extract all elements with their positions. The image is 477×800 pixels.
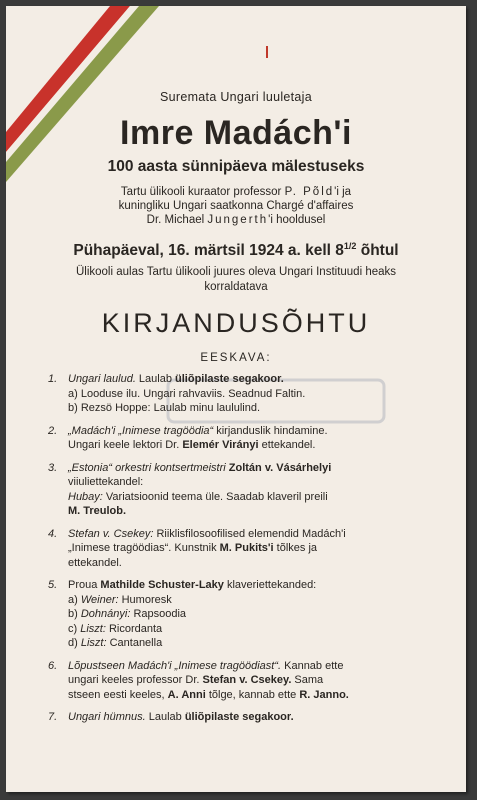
venue-text (6, 265, 466, 295)
item-text: klaveriettekanded: (223, 579, 317, 591)
item-text: ettekandel. (258, 439, 316, 451)
sub-letter: d) (68, 637, 81, 649)
item-text: Ungari keele lektori Dr. (68, 439, 183, 451)
pin-mark (266, 46, 268, 58)
item-text: Laulab (135, 373, 176, 385)
performer-name: Stefan v. Csekey. (202, 674, 292, 686)
performer-name: M. Treulob. (68, 505, 127, 517)
item-number: 2. (48, 424, 58, 437)
date-text: Pühapäeval, 16. märtsil 1924 a. kell 8 (73, 242, 344, 260)
performer-name: A. Anni (167, 688, 206, 701)
item-number: 7. (48, 711, 58, 723)
composer-name: Liszt: (80, 637, 107, 649)
item-text: viiuliettekandel: (68, 476, 144, 488)
event-title: KIRJANDUSÕHTU (101, 308, 371, 338)
piece-name: Rapsoodia (130, 608, 187, 620)
sub-letter: a) (68, 593, 81, 606)
item-number: 5. (48, 579, 58, 591)
patron-name: P. Põld (284, 186, 335, 198)
item-title: Ungari hümnus. (68, 711, 146, 723)
subtitle: Suremata Ungari luuletaja (159, 90, 313, 104)
composer-name: Liszt: (80, 622, 106, 635)
date-text: õhtul (356, 242, 399, 260)
performer-name: Elemér Virányi (182, 439, 259, 451)
patronage-text (6, 185, 466, 227)
sub-item (68, 593, 458, 608)
item-number: 1. (48, 373, 58, 385)
item-text: Kannab ette (281, 659, 344, 672)
page-title: Imre Madách'i (120, 114, 352, 152)
venue-line-2: korraldatava (204, 281, 268, 293)
performer-name: Zoltán v. Vásárhelyi (225, 461, 332, 474)
item-text: Laulab (145, 711, 185, 723)
item-title: Stefan v. Csekey: (68, 527, 154, 540)
item-title: „Madách'i „Inimese tragöödia“ (68, 424, 214, 437)
item-title: Lõpustseen Madách'i „Inimese tragöödiast“. (68, 659, 282, 672)
patron-line-3 (6, 213, 466, 227)
sub-item: a) Looduse ilu. Ungari rahvaviis. Seadnud Faltin. (68, 387, 306, 400)
item-text: Sama (291, 674, 324, 686)
item-number: 3. (48, 461, 58, 474)
item-title: „Estonia“ orkestri kontsertmeistri (68, 461, 226, 474)
piece-name: Humoresk (118, 593, 172, 606)
item-text: ettekandel. (68, 556, 122, 569)
program-leaflet (6, 6, 466, 792)
patron-text: 'i hooldusel (268, 214, 326, 226)
composer-name: Dohnányi: (80, 608, 131, 620)
venue-line-1: Ülikooli aulas Tartu ülikooli juures oleva Ungari Instituudi heaks (75, 266, 397, 278)
item-text: ungari keeles professor Dr. (68, 674, 203, 686)
performer-name: üliõpilaste segakoor. (175, 373, 284, 385)
program-item-2 (48, 424, 458, 453)
program-item-3 (48, 461, 458, 519)
program-item-1 (48, 372, 458, 416)
patron-line-1 (6, 185, 466, 199)
sub-letter: c) (68, 622, 81, 635)
patron-text: Tartu ülikooli kuraator professor (120, 186, 285, 198)
item-text: Kunstnik (171, 542, 220, 554)
performer-name: R. Janno. (299, 688, 349, 701)
date-fraction: 1/2 (343, 241, 357, 251)
patron-text: 'i ja (334, 186, 352, 198)
sub-item (68, 622, 458, 637)
date-line (6, 241, 466, 260)
patron-name: Jungerth (207, 214, 269, 226)
piece-name: Cantanella (106, 637, 163, 649)
patron-text: Dr. Michael (146, 214, 208, 226)
performer-name: Mathilde Schuster-Laky (100, 579, 224, 591)
patron-line-2: kuningliku Ungari saatkonna Chargé d'affaires (118, 200, 354, 212)
sub-letter: b) (68, 608, 81, 620)
program-item-4 (48, 527, 458, 571)
program-item-6 (48, 659, 458, 703)
item-number: 6. (48, 659, 58, 672)
program-item-5 (48, 578, 458, 651)
item-text: stseen eesti keeles, (68, 688, 168, 701)
composer-name: Hubay: (68, 490, 103, 503)
item-title: Ungari laulud. (68, 373, 136, 385)
piece-name: Ricordanta (105, 622, 163, 635)
anniversary-line: 100 aasta sünnipäeva mälestuseks (107, 158, 365, 175)
item-text: tõlge, kannab ette (205, 688, 300, 701)
performer-name: üliõpilaste segakoor. (184, 711, 294, 723)
item-text: Proua (68, 579, 101, 591)
hungarian-flag-stripes (6, 6, 186, 206)
item-text: kirjanduslik hindamine. (213, 424, 328, 437)
program-list (48, 372, 458, 733)
item-text: Riiklisfilosoofilised elemendid Madách'i (153, 527, 346, 540)
item-text: tõlkes ja (273, 542, 318, 554)
composer-name: Weiner: (80, 593, 119, 606)
sub-item (68, 636, 458, 651)
sub-item (68, 607, 458, 622)
item-text: „Inimese tragöödias“. (68, 542, 172, 554)
item-number: 4. (48, 527, 58, 540)
performer-name: M. Pukits'i (219, 542, 274, 554)
sub-item: b) Rezsö Hoppe: Laulab minu laululind. (68, 402, 261, 414)
item-text: Variatsioonid teema üle. Saadab klaveril preili (102, 490, 328, 503)
program-item-7 (48, 710, 458, 725)
program-label: EESKAVA: (200, 352, 272, 364)
